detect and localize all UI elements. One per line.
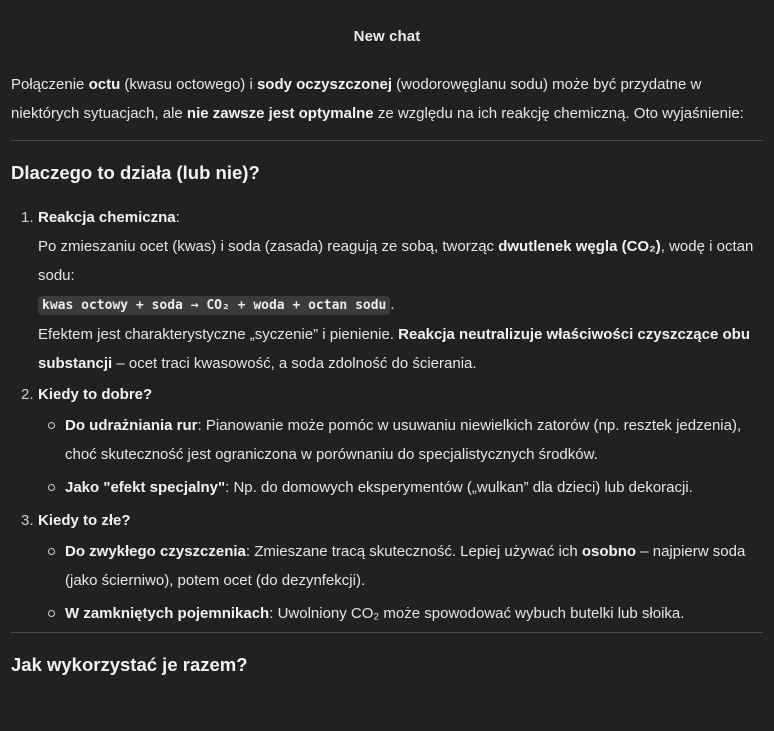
sub-list bbox=[38, 537, 763, 628]
item-title: Reakcja chemiczna bbox=[38, 209, 176, 226]
list-item-when-bad bbox=[38, 506, 763, 628]
item-text: Po zmieszaniu ocet (kwas) i soda (zasada) reagują ze sobą, tworząc dwutlenek węgla (CO₂), wodę i octan sodu: bbox=[38, 238, 754, 284]
sub-list-item: W zamkniętych pojemnikach: Uwolniony CO₂ może spowodować wybuch butelki lub słoika. bbox=[65, 599, 763, 628]
list-item-reaction: Reakcja chemiczna: Po zmieszaniu ocet (kwas) i soda (zasada) reagują ze sobą, tworząc dwutlenek węgla (CO₂), wodę i octan sodu: kwas octowy + soda → CO₂ + woda + octan sodu . Efektem jest charakterystyczne „syczenie” i pienienie. Reakcja neutralizuje właściwości czyszczące obu substancji – ocet traci kwasowość, a soda zdolność do ścierania. bbox=[38, 203, 763, 378]
section-heading-how: Jak wykorzystać je razem? bbox=[11, 654, 248, 675]
sub-list bbox=[38, 411, 763, 502]
inline-code-equation: kwas octowy + soda → CO₂ + woda + octan sodu bbox=[38, 296, 390, 315]
section-divider bbox=[11, 140, 763, 141]
sub-list-item: Do zwykłego czyszczenia: Zmieszane tracą skuteczność. Lepiej używać ich osobno – najpierw soda (jako ścierniwo), potem ocet (do dezynfekcji). bbox=[65, 537, 763, 595]
section-divider bbox=[11, 632, 763, 633]
reasons-list bbox=[11, 203, 763, 628]
sub-list-item: Jako "efekt specjalny": Np. do domowych eksperymentów („wulkan” dla dzieci) lub dekoracji. bbox=[65, 473, 763, 502]
chat-title: New chat bbox=[353, 27, 421, 45]
chat-header bbox=[0, 0, 774, 72]
section-heading-why: Dlaczego to działa (lub nie)? bbox=[11, 162, 260, 183]
item-text: Efektem jest charakterystyczne „syczenie” i pienienie. Reakcja neutralizuje właściwości czyszczące obu substancji – ocet traci kwasowość, a soda zdolność do ścierania. bbox=[38, 326, 750, 372]
item-title: Kiedy to dobre? bbox=[38, 386, 153, 403]
intro-paragraph: Połączenie octu (kwasu octowego) i sody oczyszczonej (wodorowęglanu sodu) może być przydatne w niektórych sytuacjach, ale nie zawsze jest optymalne ze względu na ich reakcję chemiczną. Oto wyjaśnienie: bbox=[11, 76, 744, 122]
assistant-message bbox=[11, 70, 763, 695]
list-item-when-good bbox=[38, 380, 763, 502]
sub-list-item: Do udrażniania rur: Pianowanie może pomóc w usuwaniu niewielkich zatorów (np. resztek jedzenia), choć skuteczność jest ograniczona w porównaniu do specjalistycznych środków. bbox=[65, 411, 763, 469]
item-title: Kiedy to złe? bbox=[38, 512, 131, 529]
